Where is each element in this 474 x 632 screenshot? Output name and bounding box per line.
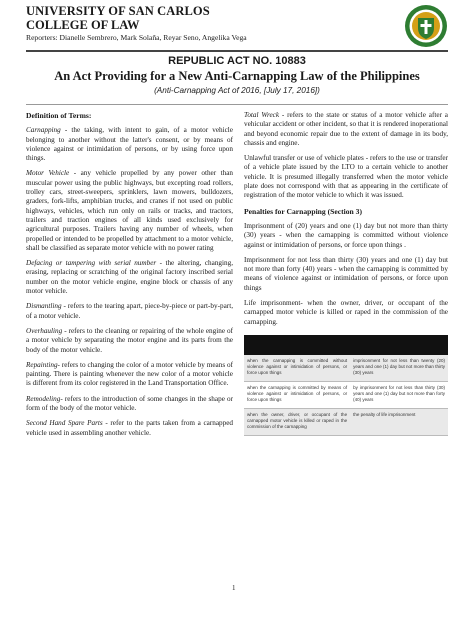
table-row [244,381,448,408]
penalty-paragraph: Imprisonment for not less than thirty (30) years and one (1) day but not more than forty (40) years - when the carnapping is committed by means of violence against or intimidation of persons, or force upon things [244,255,448,292]
definition-unlawful-transfer: Unlawful transfer or use of vehicle plates - refers to the use or transfer of a vehicle plate issued by the LTO to a certain vehicle to another vehicle. It is presumed illegally transferred when the motor vehicle plate does not correspond with that as appearing in the certificate of registration of the motor vehicle to which it was issued. [244,154,448,200]
definitions-heading: Definition of Terms: [26,111,92,120]
university-seal-logo [404,4,448,48]
right-column [244,111,448,436]
table-cell-penalty: the penalty of life imprisonment [350,408,448,435]
definition-total-wreck [244,111,448,148]
penalty-table [244,335,448,436]
penalty-table-header-cell [350,335,448,355]
definition-term: Defacing or tampering with serial number [26,259,157,268]
act-title-block [26,55,448,96]
table-cell-penalty: by imprisonment for not less than thirty (30) years and one (1) day but not more than forty (40) years [350,381,448,408]
definition-text: - refers to the cleaning or repairing of the whole engine of a motor vehicle by separating the motor engine and its parts from the body of the motor vehicle. [26,326,233,354]
university-name: UNIVERSITY OF SAN CARLOS [26,4,210,18]
definition-defacing [26,259,233,296]
title-divider [26,104,448,105]
act-subtitle: (Anti-Carnapping Act of 2016, [July 17, 2016]) [154,86,320,95]
definition-dismantling [26,302,233,321]
definition-term: Motor Vehicle [26,169,70,178]
table-row [244,355,448,382]
definition-text: - refers to the introduction of some changes in the shape or form of the body of the motor vehicle. [26,394,233,413]
definition-text: - the taking, with intent to gain, of a motor vehicle belonging to another without the latter's consent, or by means of violence against or intimidation of persons, or by using force upon things. [26,126,233,163]
definition-term: Overhauling [26,326,63,335]
definition-term: Repainting [26,360,58,369]
definition-remodeling [26,395,233,414]
definition-text: - refer to the parts taken from a carnapped vehicle used in assembling another vehicle. [26,419,233,437]
table-row [244,408,448,435]
republic-act-number: REPUBLIC ACT NO. 10883 [168,55,306,67]
penalty-paragraph: Life imprisonment- when the owner, driver, or occupant of the carnapped motor vehicle is killed or raped in the commission of the carnapping. [244,299,448,326]
definition-term: Total Wreck [244,111,280,119]
definition-motor-vehicle [26,169,233,253]
definition-term: Remodeling [26,394,61,403]
table-cell-condition: when the carnapping is committed by means of violence against or intimidation of persons, or force upon things [244,381,350,408]
definition-repainting [26,361,233,389]
definition-text: - refers to the tearing apart, piece-by-piece or part-by-part, of a motor vehicle. [26,302,233,320]
table-cell-penalty: imprisonment for not less than twenty (20) years and one (1) day but not more than thirty (30) years [350,355,448,382]
definition-text: - any vehicle propelled by any power other than muscular power using the public highways, but excepting road rollers, trolley cars, street-sweepers, sprinklers, lawn mowers, bulldozers, graders, fork-lifts, amphibian trucks, and cranes if not used on public highways, vehicles, which run only on rails or tracks, and tractors, trailers and traction engines of all kinds used exclusively for agricultural purposes. Trailers having any number of wheels, when propelled or intended to be propelled by attachment to a motor vehicle, shall be classified as separate motor vehicle with no power rating [26,169,233,252]
penalty-table-header-cell [244,335,350,355]
reporters-line: Reporters: Dianelle Sembrero, Mark Solaña, Reyar Seno, Angelika Vega [26,33,247,42]
page-number: 1 [232,584,236,592]
act-title: An Act Providing for a New Anti-Carnapping Law of the Philippines [54,69,420,83]
document-header [26,4,446,43]
definition-overhauling [26,327,233,355]
definition-term: Carnapping [26,126,61,135]
definition-text: - refers to the state or status of a motor vehicle after a vehicular accident or other incident, so that it is rendered inoperational and beyond economic repair due to the extent of damage in its body, chassis and engine. [244,111,448,147]
definition-carnapping [26,126,233,163]
penalties-heading: Penalties for Carnapping (Section 3) [244,206,362,216]
definition-spare-parts [26,419,233,438]
table-cell-condition: when the carnapping is committed without violence against or intimidation of persons, or force upon things [244,355,350,382]
definition-term: Second Hand Spare Parts [26,419,103,428]
penalty-table-header [244,335,448,355]
definition-text: - the altering, changing, erasing, replacing or scratching of the original factory inscribed serial number on the motor vehicle engine, engine block or chassis of any motor vehicle. [26,259,233,296]
definition-text: - refers to changing the color of a motor vehicle by means of painting. There is painting whenever the new color of a motor vehicle is different from its color registered in the Land Transportation Office. [26,360,233,388]
college-name: COLLEGE OF LAW [26,18,140,32]
definition-term: Dismantling [26,302,62,311]
header-divider [26,50,448,52]
left-column [26,111,233,444]
penalty-paragraph: Imprisonment of (20) years and one (1) day but not more than thirty (30) years - when the carnapping is committed without violence against or intimidation of persons, or force upon things . [244,221,448,249]
table-cell-condition: when the owner, driver, or occupant of the carnapped motor vehicle is killed or raped in the commission of the carnapping [244,408,350,435]
